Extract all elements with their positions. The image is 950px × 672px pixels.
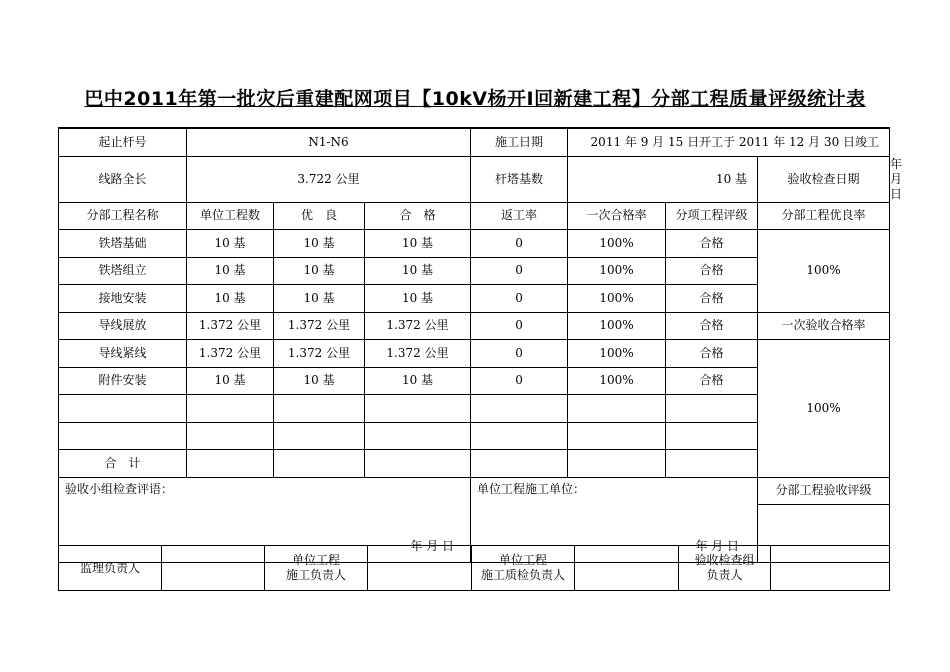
quality-lead-label — [472, 546, 575, 591]
row-first-pass: 100% — [568, 340, 666, 368]
row-rework: 0 — [471, 285, 568, 313]
row-rework: 0 — [471, 340, 568, 368]
length-label: 线路全长 — [59, 156, 187, 202]
comments-row — [59, 477, 890, 504]
pole-label: 起止杆号 — [59, 128, 187, 156]
inspection-lead-line2: 负责人 — [706, 568, 743, 582]
column-header: 优 良 — [274, 202, 365, 230]
row-qualified: 10 基 — [365, 230, 471, 258]
row-excellent: 1.372 公里 — [274, 340, 365, 368]
empty-cell — [568, 395, 666, 423]
quality-lead-signature — [575, 546, 679, 591]
empty-cell — [365, 395, 471, 423]
row-grade: 合格 — [666, 367, 758, 395]
empty-cell — [274, 395, 365, 423]
row-grade: 合格 — [666, 257, 758, 285]
row-rework: 0 — [471, 312, 568, 340]
empty-cell — [471, 395, 568, 423]
signature-row — [59, 546, 890, 591]
row-qualified: 10 基 — [365, 257, 471, 285]
empty-cell — [666, 395, 758, 423]
row-grade: 合格 — [666, 312, 758, 340]
empty-cell — [365, 450, 471, 478]
quality-lead-line1: 单位工程 — [498, 553, 547, 567]
inspection-lead-signature — [771, 546, 890, 591]
page-title: 巴中2011年第一批灾后重建配网项目【10kV杨开Ⅰ回新建工程】分部工程质量评级统计表 — [84, 88, 866, 110]
empty-cell — [471, 450, 568, 478]
excellent-rate: 100% — [758, 230, 890, 313]
table-row — [59, 340, 890, 368]
pole-value: N1-N6 — [187, 128, 471, 156]
row-name: 铁塔基础 — [59, 230, 187, 258]
row-grade: 合格 — [666, 285, 758, 313]
column-header: 分部工程优良率 — [758, 202, 890, 230]
empty-cell — [187, 450, 274, 478]
row-qualified: 1.372 公里 — [365, 340, 471, 368]
empty-cell — [568, 450, 666, 478]
inspection-date-label: 验收检查日期 — [758, 156, 890, 202]
row-grade: 合格 — [666, 230, 758, 258]
row-rework: 0 — [471, 230, 568, 258]
header-row-1 — [59, 128, 890, 156]
empty-cell — [274, 422, 365, 450]
row-name: 附件安装 — [59, 367, 187, 395]
unit-comments-label: 单位工程施工单位： — [477, 481, 586, 496]
tower-count-value: 10 基 — [568, 156, 758, 202]
column-header: 一次合格率 — [568, 202, 666, 230]
group-comments-label: 验收小组检查评语： — [65, 481, 174, 496]
empty-cell — [471, 422, 568, 450]
row-name: 铁塔组立 — [59, 257, 187, 285]
row-rework: 0 — [471, 257, 568, 285]
row-name: 导线紧线 — [59, 340, 187, 368]
row-excellent: 10 基 — [274, 230, 365, 258]
date-value: 2011 年 9 月 15 日开工于 2011 年 12 月 30 日竣工 — [568, 128, 890, 156]
date-label: 施工日期 — [471, 128, 568, 156]
construction-lead-line1: 单位工程 — [291, 553, 340, 567]
empty-cell — [666, 450, 758, 478]
signature-table — [58, 545, 890, 591]
inspection-lead-label — [679, 546, 771, 591]
row-qualified: 1.372 公里 — [365, 312, 471, 340]
column-header-row — [59, 202, 890, 230]
supervisor-label: 监理负责人 — [59, 546, 162, 591]
row-excellent: 10 基 — [274, 367, 365, 395]
header-row-2: 线路全长 3.722 公里 杆塔基数 10 基 验收检查日期 年 月 日 — [59, 156, 890, 202]
construction-lead-line2: 施工负责人 — [285, 568, 346, 582]
group-comments-date: 年 月 日 — [410, 538, 455, 553]
length-value: 3.722 公里 — [187, 156, 471, 202]
row-first-pass: 100% — [568, 285, 666, 313]
rating-label: 分部工程验收评级 — [758, 477, 890, 504]
empty-cell — [666, 422, 758, 450]
empty-cell — [59, 422, 187, 450]
row-rework: 0 — [471, 367, 568, 395]
construction-lead-label — [265, 546, 368, 591]
row-units: 10 基 — [187, 257, 274, 285]
row-qualified: 10 基 — [365, 367, 471, 395]
construction-lead-signature — [368, 546, 472, 591]
row-excellent: 10 基 — [274, 257, 365, 285]
table-row — [59, 230, 890, 258]
empty-cell — [187, 395, 274, 423]
row-excellent: 10 基 — [274, 285, 365, 313]
empty-cell — [59, 395, 187, 423]
supervisor-signature — [162, 546, 265, 591]
row-first-pass: 100% — [568, 230, 666, 258]
row-first-pass: 100% — [568, 367, 666, 395]
row-units: 10 基 — [187, 230, 274, 258]
column-header: 返工率 — [471, 202, 568, 230]
table-row — [59, 312, 890, 340]
row-first-pass: 100% — [568, 312, 666, 340]
quality-lead-line2: 施工质检负责人 — [480, 568, 565, 582]
row-name: 接地安装 — [59, 285, 187, 313]
row-excellent: 1.372 公里 — [274, 312, 365, 340]
row-name: 导线展放 — [59, 312, 187, 340]
empty-cell — [365, 422, 471, 450]
row-grade: 合格 — [666, 340, 758, 368]
total-label: 合 计 — [59, 450, 187, 478]
row-units: 1.372 公里 — [187, 312, 274, 340]
empty-cell — [274, 450, 365, 478]
row-first-pass: 100% — [568, 257, 666, 285]
row-qualified: 10 基 — [365, 285, 471, 313]
empty-cell — [568, 422, 666, 450]
column-header: 单位工程数 — [187, 202, 274, 230]
quality-rating-table — [58, 127, 903, 563]
unit-comments-date: 年 月 日 — [695, 538, 740, 553]
row-units: 10 基 — [187, 285, 274, 313]
column-header: 分项工程评级 — [666, 202, 758, 230]
empty-cell — [187, 422, 274, 450]
inspection-lead-line1: 验收检查组 — [694, 553, 755, 567]
first-pass-rate: 100% — [758, 340, 890, 478]
first-pass-label: 一次验收合格率 — [758, 312, 890, 340]
column-header: 分部工程名称 — [59, 202, 187, 230]
row-units: 10 基 — [187, 367, 274, 395]
tower-count-label: 杆塔基数 — [471, 156, 568, 202]
column-header: 合 格 — [365, 202, 471, 230]
row-units: 1.372 公里 — [187, 340, 274, 368]
